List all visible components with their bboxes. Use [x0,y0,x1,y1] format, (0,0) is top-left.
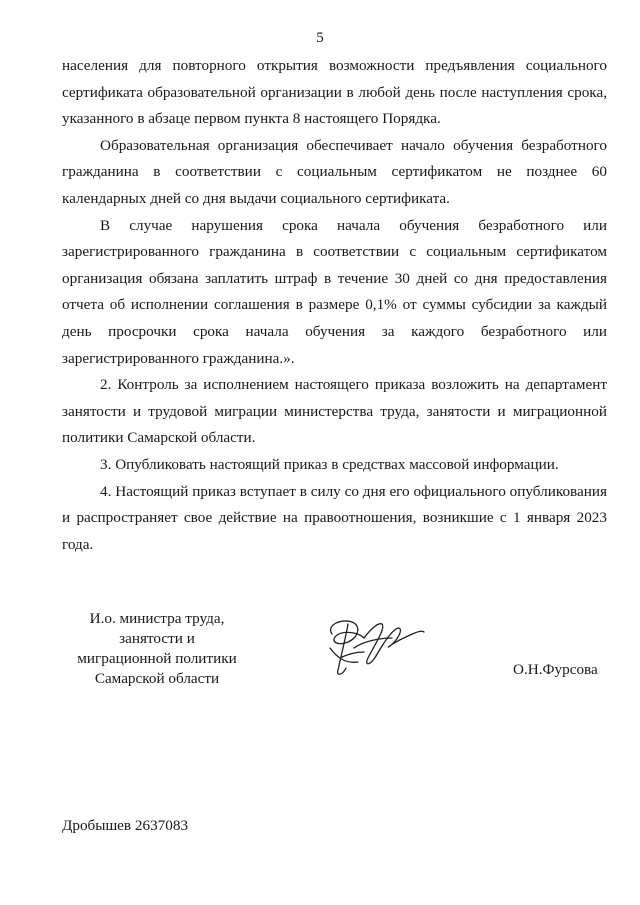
page-number: 5 [316,30,324,46]
paragraph-start-of-training: Образовательная организация обеспечивает начало обучения безработного гражданина в соответствии с социальным сертификатом не позднее 60 календарных дней со дня выдачи социального сертификата. [62,136,607,207]
signatory-title-line: занятости и [119,630,195,647]
signatory-title-line: миграционной политики [77,650,237,667]
signatory-title [62,609,252,689]
paragraph-item-3-publish: 3. Опубликовать настоящий приказ в средствах массовой информации. [100,455,559,473]
executor-contact: Дробышев 2637083 [62,817,189,834]
signer-name: О.Н.Фурсова [513,661,598,678]
paragraph-penalty: В случае нарушения срока начала обучения безработного или зарегистрированного гражданина в соответствии с социальным сертификатом организация обязана заплатить штраф в течение 30 дней со дня предоставления отчета об исполнении соглашения в размере 0,1% от суммы субсидии за каждый день просрочки срока начала обучения за каждого безработного или зарегистрированного гражданина.». [62,216,607,367]
signatory-title-line: И.о. министра труда, [89,610,225,627]
paragraph-item-2-control: 2. Контроль за исполнением настоящего приказа возложить на департамент занятости и трудовой миграции министерства труда, занятости и миграционной политики Самарской области. [62,376,607,447]
signatory-title-line: Самарской области [94,670,220,687]
handwritten-signature [318,612,428,682]
paragraph-continuation: населения для повторного открытия возможности предъявления социального сертификата образовательной организации в любой день после наступления срока, указанного в абзаце первом пункта 8 настоящего Порядка. [62,57,607,128]
document-body [62,53,607,558]
paragraph-item-4-effective-date: 4. Настоящий приказ вступает в силу со дня его официального опубликования и распространяет свое действие на правоотношения, возникшие с 1 января 2023 года. [62,482,607,553]
